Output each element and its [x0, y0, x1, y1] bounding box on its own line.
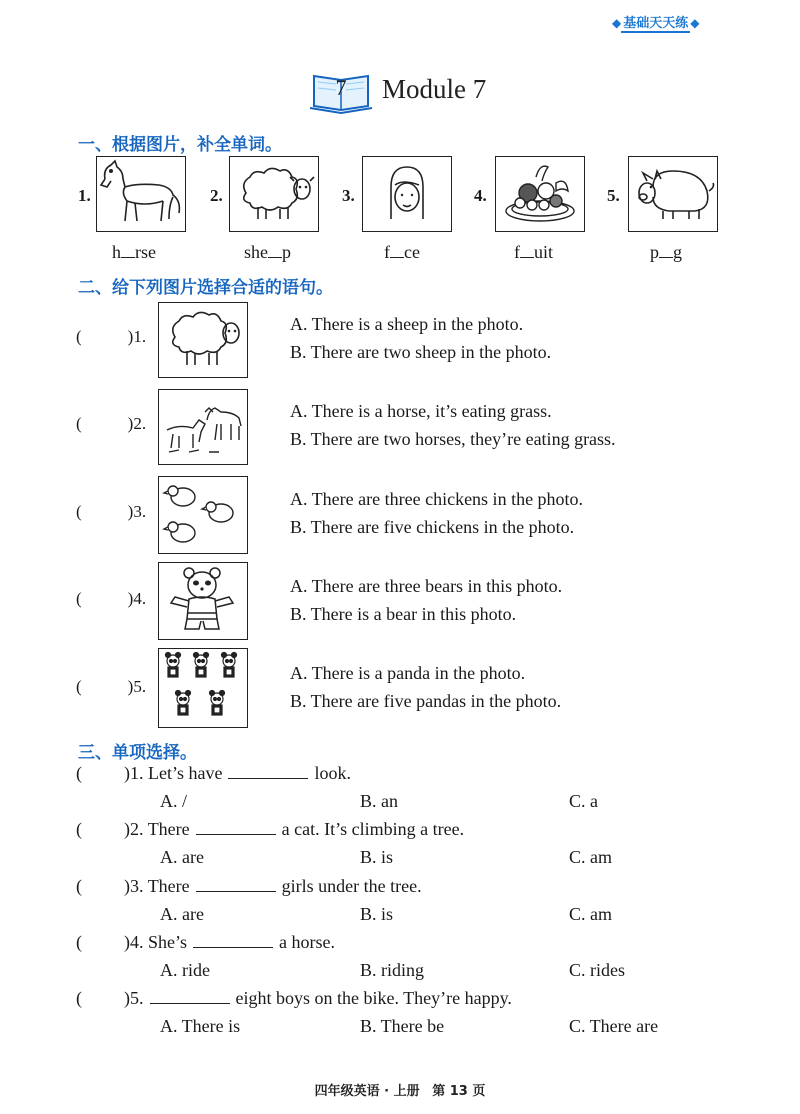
word-blank: p g — [650, 242, 682, 262]
question-number: )5. — [127, 677, 147, 696]
option-c[interactable]: C. rides — [569, 960, 625, 980]
question-row: ( )1. Let’s have look. — [76, 763, 351, 783]
letter-blank[interactable] — [520, 243, 534, 258]
book-icon — [308, 70, 374, 114]
module-number: 7 — [335, 75, 347, 100]
answer-blank[interactable]: ( )4. — [76, 589, 147, 608]
question-row: ( )2. There a cat. It’s climbing a tree. — [76, 819, 465, 839]
option-b[interactable]: B. is — [360, 904, 394, 924]
module-title: Module 7 — [382, 74, 487, 104]
sheep-icon — [229, 156, 319, 232]
word-blank: f ce — [384, 242, 420, 262]
answer-blank[interactable]: ( )3. — [76, 502, 147, 521]
answer-blank[interactable]: ( — [76, 763, 82, 783]
answer-blank[interactable]: ( — [76, 988, 82, 1008]
series-label — [612, 12, 762, 33]
item-number: 5. — [607, 186, 620, 205]
answer-blank[interactable]: ( )5. — [76, 677, 147, 696]
diamond-icon: ◆ — [612, 16, 622, 30]
fill-blank[interactable] — [228, 764, 308, 779]
pig-icon — [628, 156, 718, 232]
option-b[interactable]: B. an — [360, 791, 398, 811]
page-number: 第 13 页 — [432, 1084, 486, 1099]
section-3-heading: 三、单项选择。 — [78, 743, 197, 763]
option-b[interactable]: B. riding — [360, 960, 425, 980]
section-1-items — [78, 156, 768, 266]
option-a[interactable]: A. There is a panda in the photo. — [290, 663, 526, 683]
letter-blank[interactable] — [121, 243, 135, 258]
question-number: )3. — [127, 502, 147, 521]
option-b[interactable]: B. There is a bear in this photo. — [290, 604, 517, 624]
sheep-icon — [158, 302, 248, 378]
option-a[interactable]: A. There are three chickens in the photo. — [290, 489, 584, 509]
question-number: )4. — [127, 589, 147, 608]
option-c[interactable]: C. am — [569, 847, 612, 867]
diamond-icon: ◆ — [690, 16, 700, 30]
item-number: 2. — [210, 186, 223, 205]
answer-blank[interactable]: ( )1. — [76, 327, 147, 346]
option-b[interactable]: B. There are five chickens in the photo. — [290, 517, 575, 537]
answer-blank[interactable]: ( — [76, 819, 82, 839]
face-icon — [362, 156, 452, 232]
word-blank: h rse — [112, 242, 156, 262]
word-blank: f uit — [514, 242, 554, 262]
fruit-plate-icon — [495, 156, 585, 232]
option-c[interactable]: C. a — [569, 791, 598, 811]
question-row: ( )5. eight boys on the bike. They’re happy. — [76, 988, 512, 1008]
question-number: )2. — [124, 819, 144, 839]
fill-blank[interactable] — [196, 820, 276, 835]
page-title — [308, 70, 568, 116]
option-a[interactable]: A. There is a sheep in the photo. — [290, 314, 524, 334]
section-2-heading: 二、给下列图片选择合适的语句。 — [78, 278, 333, 298]
answer-blank[interactable]: ( — [76, 876, 82, 896]
option-a[interactable]: A. ride — [160, 960, 210, 980]
option-b[interactable]: B. There are two sheep in the photo. — [290, 342, 552, 362]
question-number: )5. — [124, 988, 144, 1008]
option-c[interactable]: C. There are — [569, 1016, 659, 1036]
option-a[interactable]: A. There is — [160, 1016, 241, 1036]
fill-blank[interactable] — [150, 989, 230, 1004]
option-a[interactable]: A. There is a horse, it’s eating grass. — [290, 401, 552, 421]
fill-blank[interactable] — [196, 877, 276, 892]
question-number: )2. — [127, 414, 147, 433]
two-horses-icon — [158, 389, 248, 465]
question-row: ( )4. She’s a horse. — [76, 932, 335, 952]
series-name: 基础天天练 — [621, 12, 690, 33]
word-blank: she p — [244, 242, 291, 262]
bear-icon — [158, 562, 248, 640]
question-number: )4. — [124, 932, 144, 952]
question-number: )1. — [127, 327, 147, 346]
letter-blank[interactable] — [390, 243, 404, 258]
fill-blank[interactable] — [193, 933, 273, 948]
option-b[interactable]: B. There are five pandas in the photo. — [290, 691, 562, 711]
section-1-heading: 一、根据图片，补全单词。 — [78, 135, 282, 155]
letter-blank[interactable] — [268, 243, 282, 258]
three-chickens-icon — [158, 476, 248, 554]
item-number: 1. — [78, 186, 91, 205]
option-a[interactable]: A. are — [160, 904, 204, 924]
option-c[interactable]: C. am — [569, 904, 612, 924]
option-b[interactable]: B. There are two horses, they’re eating grass. — [290, 429, 616, 449]
option-a[interactable]: A. There are three bears in this photo. — [290, 576, 563, 596]
answer-blank[interactable]: ( )2. — [76, 414, 147, 433]
option-b[interactable]: B. There be — [360, 1016, 445, 1036]
page-footer — [0, 1080, 800, 1099]
five-pandas-icon — [158, 648, 248, 728]
letter-blank[interactable] — [659, 243, 673, 258]
item-number: 3. — [342, 186, 355, 205]
horse-icon — [96, 156, 186, 232]
option-a[interactable]: A. / — [160, 791, 187, 811]
question-row: ( )3. There girls under the tree. — [76, 876, 422, 896]
question-number: )3. — [124, 876, 144, 896]
option-a[interactable]: A. are — [160, 847, 204, 867]
question-number: )1. — [124, 763, 144, 783]
book-label: 四年级英语 · 上册 — [314, 1084, 420, 1099]
option-b[interactable]: B. is — [360, 847, 394, 867]
answer-blank[interactable]: ( — [76, 932, 82, 952]
item-number: 4. — [474, 186, 487, 205]
